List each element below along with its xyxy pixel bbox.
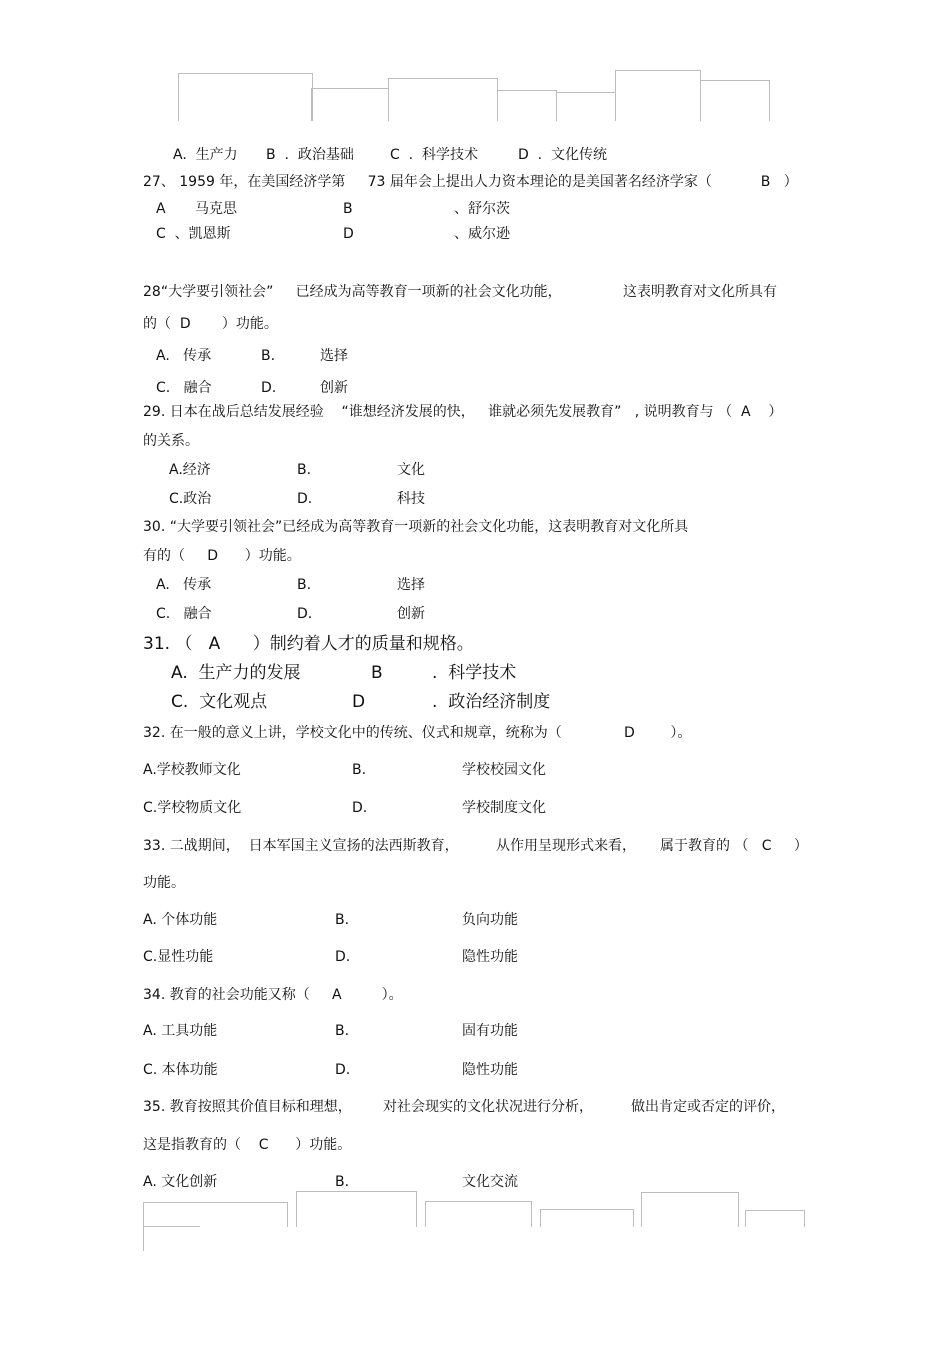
decorative-frame bbox=[641, 1192, 739, 1227]
decorative-frame bbox=[178, 73, 313, 121]
question-35-line2: 这是指教育的（ C ）功能。 bbox=[143, 1137, 352, 1153]
option-b-letter: B. bbox=[297, 462, 312, 478]
option-a: A. 传承 bbox=[156, 577, 212, 593]
option-a: A. 传承 bbox=[156, 348, 212, 364]
option-b-letter: B. bbox=[335, 1174, 350, 1190]
question-29-line1: 29. 日本在战后总结发展经验 “谁想经济发展的快， 谁就必须先发展教育” , 说明教育与 （ A ） bbox=[143, 404, 783, 420]
option-a: A. 生产力 bbox=[173, 147, 238, 163]
option-b: B . 政治基础 bbox=[266, 147, 354, 163]
option-b-letter: B bbox=[371, 663, 383, 683]
option-d-text: 隐性功能 bbox=[462, 1062, 518, 1078]
option-c: C. 文化观点 bbox=[171, 692, 268, 712]
decorative-frame bbox=[700, 80, 770, 121]
option-a: A. 个体功能 bbox=[143, 912, 218, 928]
option-d-text: 隐性功能 bbox=[462, 949, 518, 965]
question-27-stem: 27、 1959 年，在美国经济学第 73 届年会上提出人力资本理论的是美国著名经济学家（ B ） bbox=[143, 174, 798, 190]
decorative-frame bbox=[425, 1201, 532, 1227]
question-34-stem: 34. 教育的社会功能又称（ A ）。 bbox=[143, 987, 403, 1003]
decorative-frame bbox=[497, 90, 557, 121]
question-28-line2: 的（ D ）功能。 bbox=[143, 316, 278, 332]
option-a: A. 工具功能 bbox=[143, 1023, 218, 1039]
decorative-frame bbox=[143, 1226, 200, 1251]
question-33-line1-end: 属于教育的 （ C ） bbox=[660, 838, 808, 854]
option-d-text: 学校制度文化 bbox=[462, 800, 546, 816]
option-b-letter: B. bbox=[335, 1023, 350, 1039]
option-b-text: 固有功能 bbox=[462, 1023, 518, 1039]
decorative-frame bbox=[745, 1210, 805, 1227]
option-b-letter: B. bbox=[352, 762, 367, 778]
option-b-text: 选择 bbox=[320, 348, 348, 364]
option-b-letter: B. bbox=[297, 577, 312, 593]
decorative-frame bbox=[615, 70, 701, 121]
question-28-line1: 28“大学要引领社会” 已经成为高等教育一项新的社会文化功能， bbox=[143, 284, 562, 300]
option-c: C. 融合 bbox=[156, 380, 212, 396]
option-d-text: 科技 bbox=[397, 491, 425, 507]
question-33-line2: 功能。 bbox=[143, 875, 185, 891]
option-a: A.经济 bbox=[169, 462, 211, 478]
option-a-letter: A bbox=[156, 201, 166, 217]
question-29-line2: 的关系。 bbox=[143, 433, 199, 449]
option-b-text: 学校校园文化 bbox=[462, 762, 546, 778]
decorative-frame bbox=[540, 1209, 634, 1227]
option-b-text: . 科学技术 bbox=[432, 663, 517, 683]
question-35-line1-mid: 对社会现实的文化状况进行分析， bbox=[383, 1099, 593, 1115]
option-a-text: 马克思 bbox=[195, 201, 237, 217]
option-d-letter: D. bbox=[335, 949, 351, 965]
option-a: A. 文化创新 bbox=[143, 1174, 218, 1190]
question-33-line1: 33. 二战期间， 日本军国主义宣扬的法西斯教育， bbox=[143, 838, 459, 854]
option-d-letter: D. bbox=[335, 1062, 351, 1078]
option-c: C. 本体功能 bbox=[143, 1062, 218, 1078]
question-31-stem: 31. （ A ）制约着人才的质量和规格。 bbox=[143, 634, 474, 654]
option-b-letter: B. bbox=[261, 348, 276, 364]
option-c: C 、凯恩斯 bbox=[156, 226, 231, 242]
option-b-letter: B. bbox=[335, 912, 350, 928]
option-d-text: 创新 bbox=[397, 606, 425, 622]
decorative-frame bbox=[388, 78, 498, 121]
decorative-frame bbox=[296, 1191, 417, 1227]
option-c: C.学校物质文化 bbox=[143, 800, 242, 816]
question-35-line1-end: 做出肯定或否定的评价， bbox=[631, 1099, 785, 1115]
option-d-text: 、威尔逊 bbox=[454, 226, 510, 242]
option-b-letter: B bbox=[343, 201, 353, 217]
option-d-text: 创新 bbox=[320, 380, 348, 396]
option-b-text: 文化交流 bbox=[462, 1174, 518, 1190]
option-d: D . 文化传统 bbox=[518, 147, 608, 163]
question-33-line1-mid: 从作用呈现形式来看， bbox=[496, 838, 636, 854]
option-c: C.政治 bbox=[169, 491, 212, 507]
question-30-line1: 30. “大学要引领社会”已经成为高等教育一项新的社会文化功能，这表明教育对文化所具 bbox=[143, 519, 689, 535]
option-d-letter: D bbox=[352, 692, 366, 712]
option-d-letter: D. bbox=[261, 380, 277, 396]
decorative-frame bbox=[143, 1202, 288, 1227]
question-35-line1: 35. 教育按照其价值目标和理想， bbox=[143, 1099, 352, 1115]
option-b-text: 、舒尔茨 bbox=[454, 201, 510, 217]
question-28-line1-cont: 这表明教育对文化所具有 bbox=[623, 284, 777, 300]
option-d-letter: D. bbox=[297, 491, 313, 507]
question-30-line2: 有的（ D ）功能。 bbox=[143, 548, 301, 564]
option-d-letter: D bbox=[343, 226, 354, 242]
option-a: A. 生产力的发展 bbox=[171, 663, 301, 683]
option-c: C. 融合 bbox=[156, 606, 212, 622]
option-d-letter: D. bbox=[297, 606, 313, 622]
option-b-text: 文化 bbox=[397, 462, 425, 478]
option-b-text: 选择 bbox=[397, 577, 425, 593]
option-d-letter: D. bbox=[352, 800, 368, 816]
option-d-text: . 政治经济制度 bbox=[432, 692, 551, 712]
option-b-text: 负向功能 bbox=[462, 912, 518, 928]
option-c: C.显性功能 bbox=[143, 949, 214, 965]
option-a: A.学校教师文化 bbox=[143, 762, 241, 778]
decorative-frame bbox=[556, 92, 616, 121]
decorative-frame bbox=[311, 88, 389, 121]
option-c: C . 科学技术 bbox=[390, 147, 479, 163]
question-32-stem: 32. 在一般的意义上讲，学校文化中的传统、仪式和规章，统称为（ D ）。 bbox=[143, 725, 692, 741]
